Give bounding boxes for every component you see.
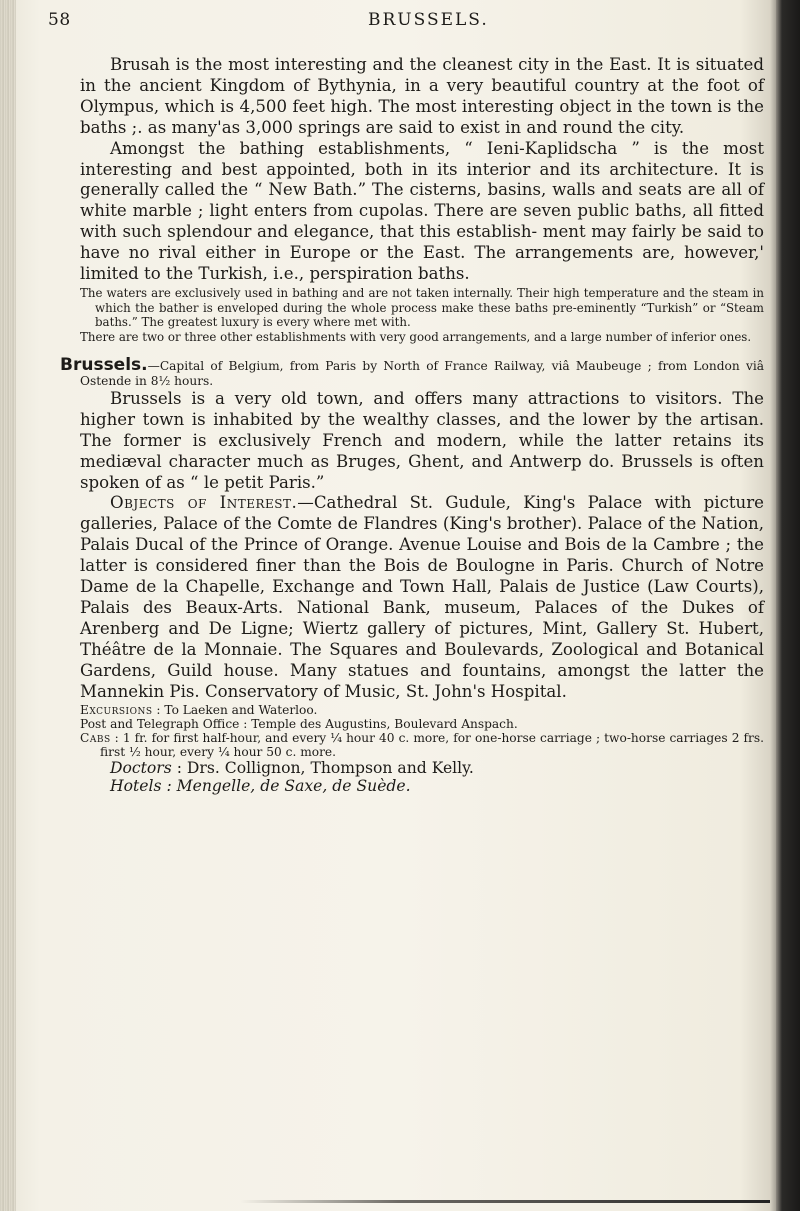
binding-edge bbox=[0, 0, 16, 1211]
city-name: Brussels. bbox=[60, 355, 148, 376]
post-office-line: Post and Telegraph Office : Temple des Augustins, Boulevard Anspach. bbox=[80, 716, 518, 731]
hotels-text: : Mengelle, de Saxe, de Suède. bbox=[161, 777, 411, 796]
brusah-paragraph-2: Amongst the bathing establishments, “ Ieni-Kaplidscha ” is the most interesting and best appointed, both in its interior and its architecture. It is generally called the “ New Bath.” The cisterns, basins, walls and seats are all of white marble ; light enters from cupolas. There are seven public baths, all fitted with such splendour and elegance, that this establish- ment may fairly be said to have no rival either in Europe or the East. The arrangements are, however,' limited to the Turkish, i.e., perspiration baths. bbox=[80, 138, 764, 284]
objects-label: Objects of Interest. bbox=[110, 493, 298, 513]
page-bottom-edge bbox=[240, 1200, 770, 1203]
page-body bbox=[60, 55, 764, 796]
doctors-line bbox=[80, 759, 764, 778]
objects-text: —Cathedral St. Gudule, King's Palace with picture galleries, Palace of the Comte de Flandres (King's brother). Palace of the Nation, Palais Ducal of the Prince of Orange. Avenue Louise and Bois de la Cambre ; the latter is considered finer than the Bois de Boulogne in Paris. Church of Notre Dame de la Chapelle, Exchange and Town Hall, Palais de Justice (Law Courts), Palais des Beaux-Arts. National Bank, museum, Palaces of the Dukes of Arenberg and De Ligne; Wiertz gallery of pictures, Mint, Gallery St. Hubert, Théâtre de la Monnaie. The Squares and Boulevards, Zoological and Botanical Gardens, Guild house. Many statues and fountains, amongst the latter the Mannekin Pis. Conservatory of Music, St. John's Hospital. bbox=[80, 493, 764, 701]
objects-of-interest bbox=[80, 493, 764, 702]
cabs-text: : 1 fr. for first half-hour, and every ¼ hour 40 c. more, for one-horse carriage ; two-horse carriages 2 frs. first ½ hour, every ¼ hour 50 c. more. bbox=[100, 730, 764, 759]
brussels-route: —Capital of Belgium, from Paris by North of France Railway, viâ Maubeuge ; from London viâ Ostende in 8½ hours. bbox=[80, 359, 764, 389]
doctors-label: Doctors bbox=[110, 758, 172, 777]
excursions-line bbox=[80, 703, 764, 717]
brussels-heading bbox=[60, 355, 764, 389]
practical-info bbox=[80, 703, 764, 759]
brusah-note-1: The waters are exclusively used in bathing and are not taken internally. Their high temperature and the steam in which the bather is enveloped during the whole process make these baths pre-eminently “Turkish” or “Steam baths.” The greatest luxury is every where met with. bbox=[80, 285, 764, 330]
excursions-text: : To Laeken and Waterloo. bbox=[152, 702, 318, 717]
hotels-label: Hotels bbox=[110, 777, 162, 796]
page-number: 58 bbox=[48, 10, 71, 30]
brusah-note-2: There are two or three other establishments with very good arrangements, and a large number of inferior ones. bbox=[80, 329, 752, 344]
excursions-label: Excursions bbox=[80, 702, 153, 717]
page-header bbox=[0, 10, 770, 40]
brussels-section bbox=[60, 355, 764, 796]
cabs-line bbox=[80, 731, 764, 759]
brussels-paragraph-1: Brussels is a very old town, and offers many attractions to visitors. The higher town is inhabited by the wealthy classes, and the lower by the artisan. The former is exclusively French and modern, while the latter retains its mediæval character much as Bruges, Ghent, and Antwerp do. Brussels is often spoken of as “ le petit Paris.” bbox=[80, 388, 764, 492]
page-edge-shadow bbox=[776, 0, 800, 1211]
doctors-text: : Drs. Collignon, Thompson and Kelly. bbox=[171, 758, 474, 777]
hotels-line bbox=[80, 777, 764, 796]
brusah-paragraph-1: Brusah is the most interesting and the cleanest city in the East. It is situated in the ancient Kingdom of Bythynia, in a very beautiful country at the foot of Olympus, which is 4,500 feet high. The most interesting object in the town is the baths ;. as many'as 3,000 springs are said to exist in and round the city. bbox=[80, 55, 764, 137]
running-title: BRUSSELS. bbox=[368, 10, 489, 30]
cabs-label: Cabs bbox=[80, 730, 111, 745]
